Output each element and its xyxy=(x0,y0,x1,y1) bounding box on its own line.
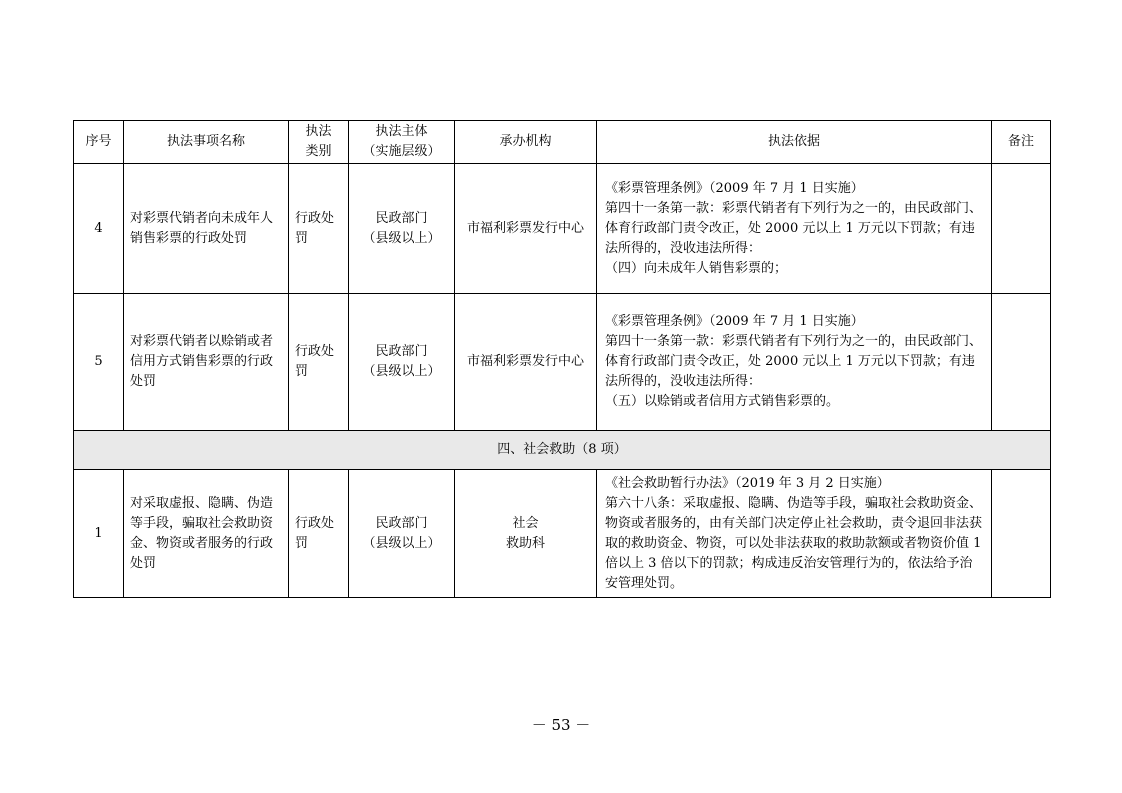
row-item-name: 对彩票代销者向未成年人销售彩票的行政处罚 xyxy=(124,164,289,294)
basis-clause: （五）以赊销或者信用方式销售彩票的。 xyxy=(605,394,840,409)
header-basis: 执法依据 xyxy=(597,121,992,164)
row-subject-line1: 民政部门 xyxy=(375,210,428,226)
row-type: 行政处罚 xyxy=(289,294,349,431)
row-agency xyxy=(455,470,597,598)
table-row xyxy=(74,294,1051,431)
row-subject-line2: （县级以上） xyxy=(362,230,441,246)
table-header-row xyxy=(74,121,1051,164)
row-agency-line1: 社会 xyxy=(512,515,539,531)
row-agency: 市福利彩票发行中心 xyxy=(455,164,597,294)
section-header-row xyxy=(74,431,1051,470)
row-remark xyxy=(992,294,1051,431)
header-type-line1: 执法 xyxy=(305,124,332,139)
row-subject-line1: 民政部门 xyxy=(375,344,428,359)
row-item-name: 对彩票代销者以赊销或者信用方式销售彩票的行政处罚 xyxy=(124,294,289,431)
basis-article: 第四十一条第一款：彩票代销者有下列行为之一的，由民政部门、体育行政部门责令改正，处 2000 元以上 1 万元以下罚款；有违法所得的，没收违法所得： xyxy=(605,334,983,389)
row-item-name: 对采取虚报、隐瞒、伪造等手段，骗取社会救助资金、物资或者服务的行政处罚 xyxy=(124,470,289,598)
header-remark: 备注 xyxy=(992,121,1051,164)
row-seq: 1 xyxy=(74,470,124,598)
page-number: － 53 － xyxy=(531,716,591,734)
row-seq: 4 xyxy=(74,164,124,294)
basis-source: 《彩票管理条例》（2009 年 7 月 1 日实施） xyxy=(605,314,864,329)
header-type xyxy=(289,121,349,164)
row-basis xyxy=(597,470,992,598)
row-type: 行政处罚 xyxy=(289,470,349,598)
basis-clause: （四）向未成年人销售彩票的； xyxy=(605,260,788,276)
basis-article: 第六十八条：采取虚报、隐瞒、伪造等手段，骗取社会救助资金、物资或者服务的，由有关部门决定停止社会救助，责令退回非法获取的救助资金、物资，可以处非法获取的救助款额或者物资价值 1 倍以上 3 倍以下的罚款；构成违反治安管理行为的，依法给予治安管理处罚。 xyxy=(605,495,983,591)
header-agency: 承办机构 xyxy=(455,121,597,164)
header-type-line2: 类别 xyxy=(305,144,332,159)
section-title: 四、社会救助（8 项） xyxy=(74,431,1051,470)
header-subject xyxy=(349,121,455,164)
row-remark xyxy=(992,164,1051,294)
row-subject-line1: 民政部门 xyxy=(375,515,428,531)
row-type: 行政处罚 xyxy=(289,164,349,294)
basis-source: 《社会救助暂行办法》（2019 年 3 月 2 日实施） xyxy=(605,475,890,491)
row-remark xyxy=(992,470,1051,598)
enforcement-items-table xyxy=(73,120,1051,598)
header-seq: 序号 xyxy=(74,121,124,164)
header-subject-line2: （实施层级） xyxy=(362,144,441,159)
header-item-name: 执法事项名称 xyxy=(124,121,289,164)
header-subject-line1: 执法主体 xyxy=(375,124,428,139)
row-subject xyxy=(349,164,455,294)
basis-source: 《彩票管理条例》（2009 年 7 月 1 日实施） xyxy=(605,180,864,196)
table-row xyxy=(74,164,1051,294)
basis-article: 第四十一条第一款：彩票代销者有下列行为之一的，由民政部门、体育行政部门责令改正，处 2000 元以上 1 万元以下罚款；有违法所得的，没收违法所得： xyxy=(605,200,983,256)
row-subject-line2: （县级以上） xyxy=(362,535,441,551)
row-subject xyxy=(349,294,455,431)
row-subject-line2: （县级以上） xyxy=(362,364,441,379)
row-subject xyxy=(349,470,455,598)
row-basis xyxy=(597,294,992,431)
row-agency: 市福利彩票发行中心 xyxy=(455,294,597,431)
row-agency-line2: 救助科 xyxy=(505,535,545,551)
table-row xyxy=(74,470,1051,598)
row-seq: 5 xyxy=(74,294,124,431)
row-basis xyxy=(597,164,992,294)
